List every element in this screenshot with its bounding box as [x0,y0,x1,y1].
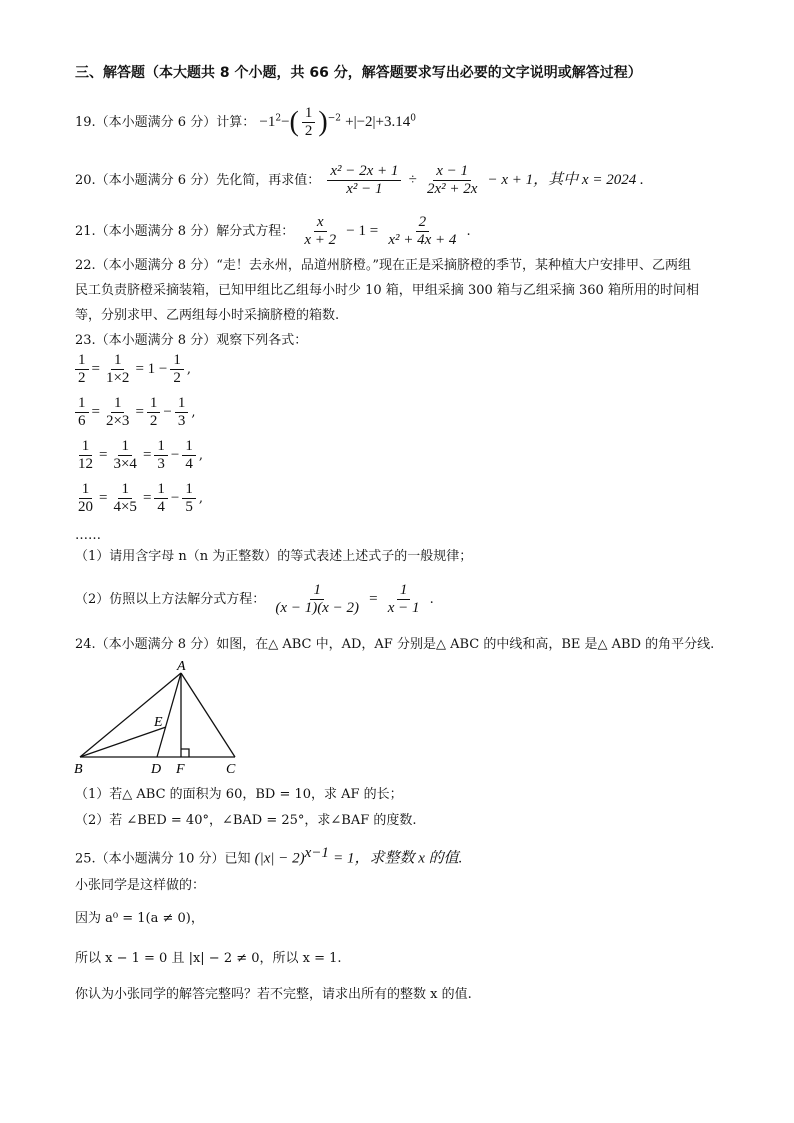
q25-expression: (|x| − 2) [254,850,305,867]
point-f-label: F [176,762,185,777]
q23-part2-fraction-1: $\frac{1}{(x - 1)(x - 2)}$ [275,582,359,616]
q22-line-2: 民工负责脐橙采摘装箱，已知甲组比乙组每小时少 10 箱，甲组采摘 300 箱与乙组采摘 360 箱所用的时间相 [75,283,699,298]
q21-fraction-1: $\frac{x}{x + 2}$ [304,214,337,248]
q19-abs: +|−2|+3.14 [345,114,411,130]
q23-part2-label: （2）仿照以上方法解分式方程： [75,592,266,607]
q24-part-2: （2）若 ∠BED = 40°，∠BAD = 25°，求∠BAF 的度数. [75,813,417,828]
point-a-label: A [177,659,186,674]
q24-part-1: （1）若△ ABC 的面积为 60，BD = 10，求 AF 的长； [75,787,403,802]
q25-expression-tail: = 1，求整数 x 的值. [333,850,463,867]
q19-exp2: −2 [327,113,341,124]
point-b-label: B [74,762,83,777]
q19-exp1: 2 [275,113,282,124]
q23-row-3: $\frac{1}{12}$ = $\frac{1}{3\times 4}$ = $\frac{1}{3}$ − $\frac{1}{4}$ , [78,438,204,472]
q23-ellipsis: …… [75,528,101,543]
q23-part-1: （1）请用含字母 n（n 为正整数）的等式表述上述式子的一般规律； [75,549,473,564]
q19-exp3: 0 [410,113,416,124]
question-20 [75,163,644,198]
q23-part-2: （2）仿照以上方法解分式方程： $\frac{1}{(x - 1)(x - 2)}$ = $\frac{1}{x - 1}$ . [75,582,434,616]
q25-line-3: 因为 a⁰ = 1(a ≠ 0)， [75,911,204,926]
q20-divide: ÷ [408,172,417,188]
q20-fraction-1: $\frac{\text{x² − 2x + 1}}{\text{x² − 1}}$ [327,163,401,198]
q21-mid: − 1 = [346,223,379,239]
q21-fraction-2: $\frac{2}{\text{x² + 4x + 4}}$ [388,214,457,248]
q21-tail: . [466,224,471,239]
segment-ac [181,673,235,757]
q25-line-2: 小张同学是这样做的： [75,878,206,893]
q20-fraction-2: $\frac{x - 1}{\text{2x² + 2x}}$ [426,163,478,197]
q19-prefix: −1 [259,114,276,130]
q19-fraction: $\frac{1}{2}$ [302,105,316,140]
section-header: 三、解答题（本大题共 8 个小题，共 66 分，解答题要求写出必要的文字说明或解答过程） [75,65,642,81]
q21-label: 21.（本小题满分 8 分）解分式方程： [75,224,295,239]
q23-label: 23.（本小题满分 8 分）观察下列各式： [75,333,308,348]
q25-line-4: 所以 x − 1 = 0 且 |x| − 2 ≠ 0，所以 x = 1. [75,951,342,966]
q23-row-4: $\frac{1}{20}$ = $\frac{1}{4\times 5}$ = $\frac{1}{4}$ − $\frac{1}{5}$ , [78,481,204,515]
point-e-label: E [154,715,163,730]
q24-label: 24.（本小题满分 8 分）如图，在△ ABC 中，AD，AF 分别是△ ABC 的中线和高，BE 是△ ABD 的角平分线. [75,637,715,652]
q22-line-3: 等，分别求甲、乙两组每小时采摘脐橙的箱数. [75,308,340,323]
q20-label: 20.（本小题满分 6 分）先化简，再求值： [75,173,321,188]
question-25 [75,844,462,868]
question-19: 19.（本小题满分 6 分）计算： $-1^2-$( $\frac{1}{2}$ )$^{-2} +|-2|+3.14^0$ [75,105,416,139]
q23-row-2: $\frac{1}{6}$ = $\frac{1}{2\times 3}$ = $\frac{1}{2}$ − $\frac{1}{3}$ , [75,395,196,430]
q25-label: 25.（本小题满分 10 分）已知 [75,851,251,867]
segment-be [80,727,166,757]
q22-line-1: 22.（本小题满分 8 分）“走！去永州，品道州脐橙。”现在正是采摘脐橙的季节，某种植大户安排甲、乙两组 [75,258,692,273]
q25-line-5: 你认为小张同学的解答完整吗？若不完整，请求出所有的整数 x 的值. [75,987,472,1002]
triangle-figure [70,655,250,780]
q23-part2-fraction-2: $\frac{1}{x - 1}$ [387,582,420,616]
q25-exponent: x−1 [304,845,329,861]
q20-tail: − x + 1，其中 x = 2024 . [487,172,644,188]
point-c-label: C [226,762,236,777]
q23-row-1: $\frac{1}{2}$ = $\frac{1}{1\times 2}$ = 1 − $\frac{1}{2}$ , [75,352,191,387]
right-angle-mark [181,749,189,757]
question-21 [75,214,471,249]
point-d-label: D [151,762,162,777]
segment-ab [80,673,181,757]
q19-label: 19.（本小题满分 6 分）计算： [75,115,256,130]
